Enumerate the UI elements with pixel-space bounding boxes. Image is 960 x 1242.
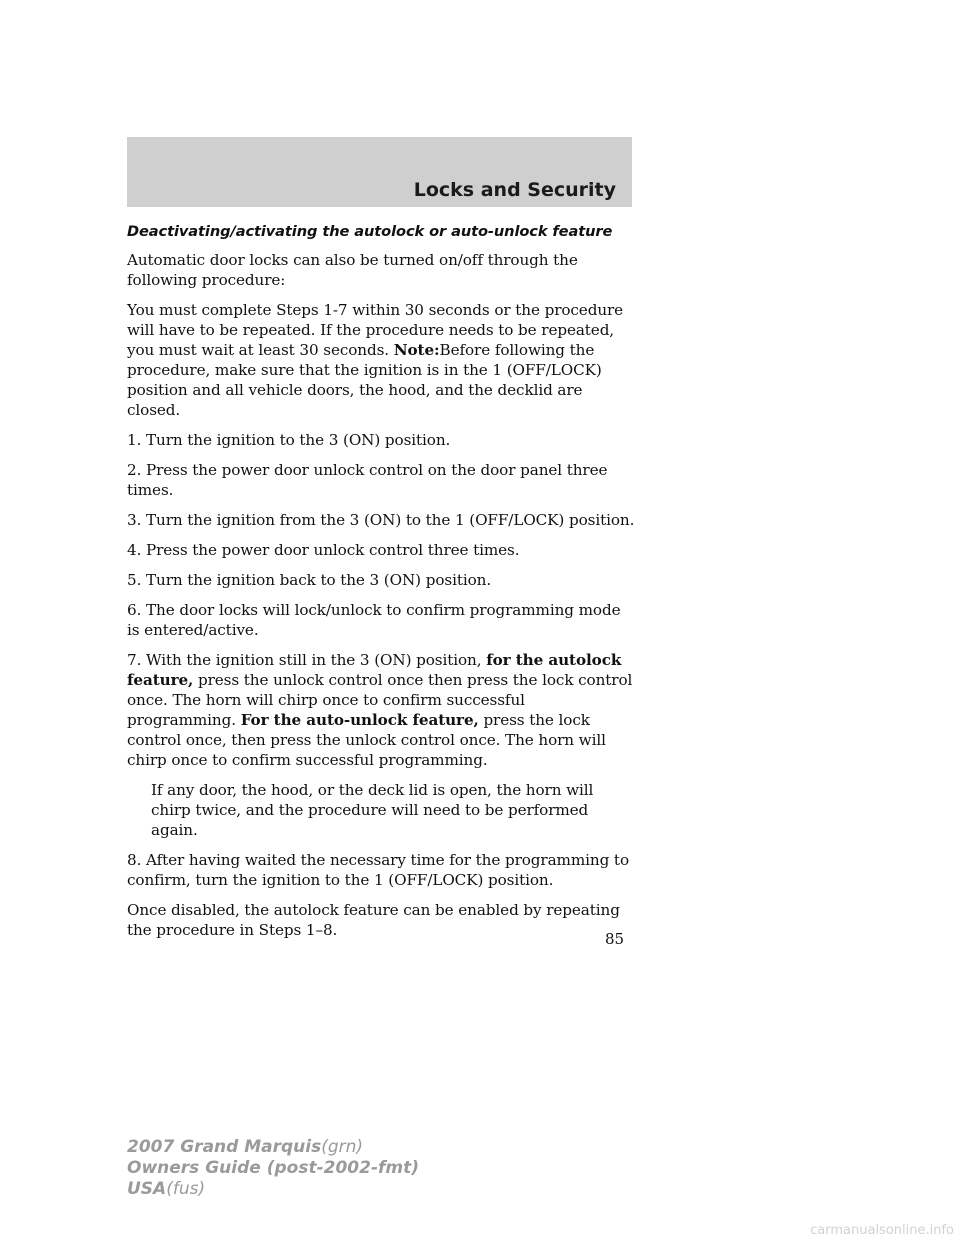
page-number: 85 <box>605 930 625 948</box>
step-8: 8. After having waited the necessary time for the programming to confirm, turn the ignition to the 1 (OFF/LOCK) position. <box>127 851 629 889</box>
step-4: 4. Press the power door unlock control three times. <box>127 541 520 559</box>
section-heading: Deactivating/activating the autolock or auto-unlock feature <box>127 223 613 240</box>
step-1: 1. Turn the ignition to the 3 (ON) position. <box>127 431 451 449</box>
section-title: Locks and Security <box>413 179 616 201</box>
footer-model-code: (grn) <box>321 1137 364 1157</box>
watermark: carmanualsonline.info <box>810 1223 954 1238</box>
note-label: Note: <box>393 341 440 359</box>
step-2: 2. Press the power door unlock control on the door panel three times. <box>127 461 608 499</box>
step-7 <box>127 650 637 770</box>
footer-line-1 <box>127 1137 419 1158</box>
footer-line-2: Owners Guide (post-2002-fmt) <box>127 1158 420 1178</box>
closing-paragraph: Once disabled, the autolock feature can be enabled by repeating the procedure in Steps 1–8. <box>127 901 620 939</box>
step-7-autolock-text: press the unlock control once then press the lock control once. The horn will chirp once to confirm successful programming. <box>127 671 633 729</box>
timing-text: You must complete Steps 1-7 within 30 seconds or the procedure will have to be repeated. If the procedure needs to be repeated, you must wait at least 30 seconds. <box>127 301 624 359</box>
intro-paragraph: Automatic door locks can also be turned on/off through the following procedure: <box>127 251 578 289</box>
document-footer <box>127 1137 419 1200</box>
footer-model: 2007 Grand Marquis <box>127 1137 322 1157</box>
timing-paragraph <box>127 300 637 420</box>
step-7-autounlock-text: press the lock control once, then press the unlock control once. The horn will chirp once to confirm successful programming. <box>127 711 606 769</box>
header-band <box>127 137 632 207</box>
footer-line-3 <box>127 1179 419 1200</box>
step-6: 6. The door locks will lock/unlock to confirm programming mode is entered/active. <box>127 601 621 639</box>
note-text: Before following the procedure, make sure that the ignition is in the 1 (OFF/LOCK) position and all vehicle doors, the hood, and the decklid are closed. <box>127 341 602 419</box>
step-5: 5. Turn the ignition back to the 3 (ON) position. <box>127 571 492 589</box>
page-content <box>127 222 637 950</box>
step-7-intro: 7. With the ignition still in the 3 (ON) position, <box>127 651 482 669</box>
step-7-autounlock-label: For the auto-unlock feature, <box>240 711 479 729</box>
step-3: 3. Turn the ignition from the 3 (ON) to the 1 (OFF/LOCK) position. <box>127 511 635 529</box>
indent-note: If any door, the hood, or the deck lid is open, the horn will chirp twice, and the procedure will need to be performed again. <box>151 781 594 839</box>
step-7-autolock-label: for the autolock feature, <box>127 651 622 689</box>
footer-market-code: (fus) <box>166 1179 206 1199</box>
footer-market: USA <box>127 1179 167 1199</box>
